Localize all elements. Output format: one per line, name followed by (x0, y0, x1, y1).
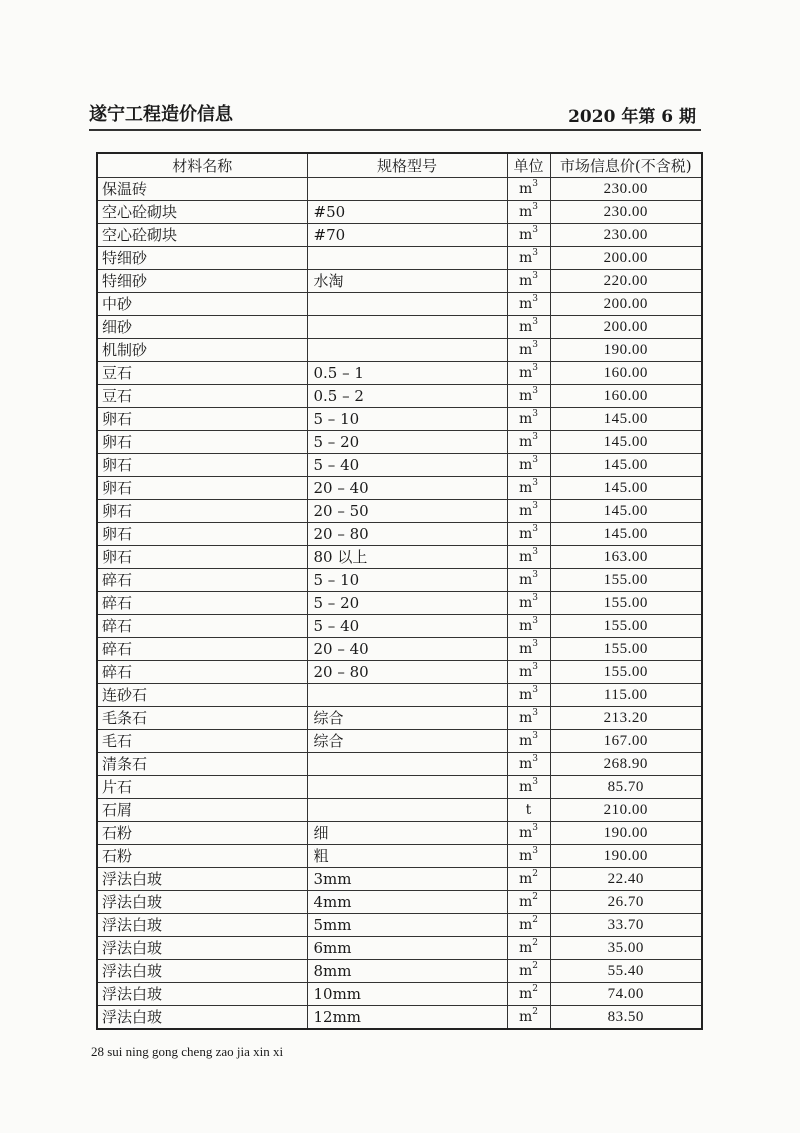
unit-exponent: 3 (532, 731, 538, 741)
unit-exponent: 2 (532, 869, 538, 879)
material-name-cell: 保温砖 (97, 178, 307, 201)
price-cell: 145.00 (550, 408, 702, 431)
price-cell: 230.00 (550, 178, 702, 201)
material-name-cell: 浮法白玻 (97, 891, 307, 914)
unit-cell (507, 247, 550, 270)
unit-cell (507, 293, 550, 316)
unit-base: m (518, 687, 533, 703)
unit-cell (507, 684, 550, 707)
unit-base: m (518, 181, 533, 197)
material-name-cell: 浮法白玻 (97, 983, 307, 1006)
unit-cell (507, 937, 550, 960)
unit-exponent: 3 (532, 501, 538, 511)
unit-exponent: 3 (532, 616, 538, 626)
specification-cell (307, 316, 507, 339)
unit-exponent: 3 (532, 455, 538, 465)
unit-cell (507, 615, 550, 638)
unit-cell (507, 178, 550, 201)
unit-cell (507, 500, 550, 523)
unit-base: m (518, 342, 533, 358)
unit-base: m (518, 457, 533, 473)
publication-title: 遂宁工程造价信息 (89, 104, 233, 125)
table-row (97, 776, 702, 799)
unit-cell (507, 270, 550, 293)
unit-base: m (518, 1009, 533, 1025)
material-name-cell: 清条石 (97, 753, 307, 776)
specification-cell: 5 – 40 (307, 454, 507, 477)
table-row (97, 569, 702, 592)
unit-base: m (518, 434, 533, 450)
specification-cell: 20 – 80 (307, 523, 507, 546)
specification-cell (307, 293, 507, 316)
price-table (96, 152, 703, 1030)
table-row (97, 799, 702, 822)
table-row (97, 684, 702, 707)
specification-cell: 5 – 40 (307, 615, 507, 638)
unit-base: m (518, 618, 533, 634)
material-name-cell: 碎石 (97, 661, 307, 684)
unit-cell (507, 914, 550, 937)
unit-base: m (518, 319, 533, 335)
table-row (97, 592, 702, 615)
price-cell: 155.00 (550, 569, 702, 592)
unit-cell (507, 546, 550, 569)
unit-cell (507, 1006, 550, 1030)
unit-base: m (518, 733, 533, 749)
specification-cell (307, 776, 507, 799)
unit-exponent: 3 (532, 409, 538, 419)
price-cell: 145.00 (550, 431, 702, 454)
table-row (97, 1006, 702, 1030)
specification-cell: 水淘 (307, 270, 507, 293)
unit-base: m (518, 480, 533, 496)
unit-base: m (518, 940, 533, 956)
table-row (97, 270, 702, 293)
unit-exponent: 2 (532, 1007, 538, 1017)
material-name-cell: 碎石 (97, 592, 307, 615)
unit-base: m (518, 917, 533, 933)
material-name-cell: 浮法白玻 (97, 960, 307, 983)
material-name-cell: 卵石 (97, 523, 307, 546)
material-name-cell: 浮法白玻 (97, 937, 307, 960)
price-cell: 155.00 (550, 592, 702, 615)
unit-exponent: 3 (532, 754, 538, 764)
table-row (97, 523, 702, 546)
specification-cell: 粗 (307, 845, 507, 868)
unit-exponent: 3 (532, 248, 538, 258)
material-name-cell: 卵石 (97, 454, 307, 477)
price-cell: 163.00 (550, 546, 702, 569)
unit-cell (507, 730, 550, 753)
price-cell: 230.00 (550, 224, 702, 247)
material-name-cell: 浮法白玻 (97, 1006, 307, 1030)
specification-cell: 5 – 10 (307, 408, 507, 431)
unit-cell (507, 799, 550, 822)
table-row (97, 362, 702, 385)
unit-cell (507, 845, 550, 868)
price-cell: 85.70 (550, 776, 702, 799)
specification-cell: 20 – 40 (307, 638, 507, 661)
unit-cell (507, 822, 550, 845)
unit-cell (507, 960, 550, 983)
unit-base: m (518, 825, 533, 841)
specification-cell: 综合 (307, 707, 507, 730)
material-name-cell: 中砂 (97, 293, 307, 316)
unit-base: m (518, 526, 533, 542)
price-cell: 268.90 (550, 753, 702, 776)
table-row (97, 500, 702, 523)
material-name-cell: 卵石 (97, 477, 307, 500)
unit-exponent: 2 (532, 984, 538, 994)
specification-cell: 20 – 80 (307, 661, 507, 684)
page-footer: 28 sui ning gong cheng zao jia xin xi (91, 1044, 284, 1059)
table-row (97, 638, 702, 661)
unit-exponent: 3 (532, 777, 538, 787)
price-cell: 145.00 (550, 454, 702, 477)
specification-cell: 5 – 20 (307, 431, 507, 454)
unit-exponent: 3 (532, 202, 538, 212)
table-row (97, 247, 702, 270)
price-cell: 167.00 (550, 730, 702, 753)
unit-base: m (518, 664, 533, 680)
unit-cell (507, 316, 550, 339)
unit-exponent: 3 (532, 179, 538, 189)
unit-cell (507, 753, 550, 776)
unit-base: m (518, 595, 533, 611)
price-cell: 200.00 (550, 247, 702, 270)
table-row (97, 408, 702, 431)
table-row (97, 546, 702, 569)
specification-cell: 10mm (307, 983, 507, 1006)
table-row (97, 178, 702, 201)
unit-base: m (518, 549, 533, 565)
unit-exponent: 3 (532, 593, 538, 603)
unit-cell (507, 638, 550, 661)
material-name-cell: 石粉 (97, 822, 307, 845)
unit-base: m (518, 779, 533, 795)
price-cell: 190.00 (550, 339, 702, 362)
table-row (97, 224, 702, 247)
price-cell: 145.00 (550, 500, 702, 523)
unit-cell (507, 661, 550, 684)
table-row (97, 983, 702, 1006)
unit-base: t (525, 802, 532, 818)
table-row (97, 431, 702, 454)
specification-cell: 8mm (307, 960, 507, 983)
material-name-cell: 空心砼砌块 (97, 224, 307, 247)
table-row (97, 845, 702, 868)
price-cell: 35.00 (550, 937, 702, 960)
price-cell: 155.00 (550, 615, 702, 638)
unit-cell (507, 224, 550, 247)
specification-cell: 80 以上 (307, 546, 507, 569)
price-cell: 145.00 (550, 523, 702, 546)
material-name-cell: 浮法白玻 (97, 914, 307, 937)
unit-exponent: 3 (532, 823, 538, 833)
material-name-cell: 空心砼砌块 (97, 201, 307, 224)
table-row (97, 385, 702, 408)
price-cell: 210.00 (550, 799, 702, 822)
material-name-cell: 碎石 (97, 615, 307, 638)
material-name-cell: 片石 (97, 776, 307, 799)
specification-cell: 综合 (307, 730, 507, 753)
table-row (97, 960, 702, 983)
unit-cell (507, 339, 550, 362)
unit-exponent: 3 (532, 708, 538, 718)
unit-exponent: 3 (532, 639, 538, 649)
unit-cell (507, 868, 550, 891)
table-row (97, 937, 702, 960)
specification-cell: 0.5 – 1 (307, 362, 507, 385)
specification-cell (307, 684, 507, 707)
unit-exponent: 2 (532, 915, 538, 925)
material-name-cell: 特细砂 (97, 270, 307, 293)
unit-base: m (518, 848, 533, 864)
specification-cell: 5mm (307, 914, 507, 937)
material-name-cell: 碎石 (97, 638, 307, 661)
unit-cell (507, 477, 550, 500)
table-row (97, 293, 702, 316)
unit-exponent: 3 (532, 386, 538, 396)
price-cell: 155.00 (550, 661, 702, 684)
price-cell: 26.70 (550, 891, 702, 914)
unit-exponent: 3 (532, 363, 538, 373)
price-cell: 145.00 (550, 477, 702, 500)
specification-cell: 3mm (307, 868, 507, 891)
unit-base: m (518, 250, 533, 266)
unit-exponent: 2 (532, 961, 538, 971)
table-row (97, 454, 702, 477)
material-name-cell: 浮法白玻 (97, 868, 307, 891)
material-name-cell: 碎石 (97, 569, 307, 592)
material-name-cell: 连砂石 (97, 684, 307, 707)
material-name-cell: 石粉 (97, 845, 307, 868)
material-name-cell: 毛石 (97, 730, 307, 753)
price-cell: 190.00 (550, 822, 702, 845)
unit-base: m (518, 871, 533, 887)
column-header-unit: 单位 (507, 153, 550, 178)
issue-number: 2020 年第 6 期 (568, 107, 696, 127)
table-row (97, 661, 702, 684)
unit-exponent: 3 (532, 478, 538, 488)
unit-base: m (518, 986, 533, 1002)
unit-cell (507, 408, 550, 431)
price-cell: 213.20 (550, 707, 702, 730)
material-name-cell: 毛条石 (97, 707, 307, 730)
specification-cell: #50 (307, 201, 507, 224)
column-header-material-name: 材料名称 (97, 153, 307, 178)
specification-cell: 20 – 40 (307, 477, 507, 500)
unit-exponent: 3 (532, 547, 538, 557)
unit-base: m (518, 273, 533, 289)
material-name-cell: 细砂 (97, 316, 307, 339)
unit-exponent: 3 (532, 570, 538, 580)
material-name-cell: 卵石 (97, 431, 307, 454)
header-divider (89, 129, 701, 131)
unit-base: m (518, 641, 533, 657)
column-header-price: 市场信息价(不含税) (550, 153, 702, 178)
price-cell: 230.00 (550, 201, 702, 224)
material-name-cell: 卵石 (97, 500, 307, 523)
specification-cell (307, 753, 507, 776)
unit-cell (507, 385, 550, 408)
table-row (97, 822, 702, 845)
price-cell: 83.50 (550, 1006, 702, 1030)
unit-cell (507, 569, 550, 592)
unit-exponent: 3 (532, 271, 538, 281)
price-cell: 115.00 (550, 684, 702, 707)
table-row (97, 707, 702, 730)
table-row (97, 730, 702, 753)
unit-cell (507, 362, 550, 385)
price-cell: 200.00 (550, 293, 702, 316)
specification-cell (307, 799, 507, 822)
table-header-row (97, 153, 702, 178)
table-row (97, 615, 702, 638)
unit-exponent: 3 (532, 317, 538, 327)
unit-base: m (518, 388, 533, 404)
column-header-specification: 规格型号 (307, 153, 507, 178)
unit-exponent: 3 (532, 685, 538, 695)
material-name-cell: 卵石 (97, 408, 307, 431)
material-name-cell: 豆石 (97, 385, 307, 408)
table-row (97, 477, 702, 500)
unit-cell (507, 776, 550, 799)
unit-cell (507, 201, 550, 224)
price-cell: 190.00 (550, 845, 702, 868)
table-row (97, 201, 702, 224)
unit-base: m (518, 572, 533, 588)
unit-base: m (518, 503, 533, 519)
unit-base: m (518, 296, 533, 312)
price-cell: 33.70 (550, 914, 702, 937)
table-row (97, 753, 702, 776)
unit-exponent: 3 (532, 846, 538, 856)
price-cell: 220.00 (550, 270, 702, 293)
unit-base: m (518, 227, 533, 243)
unit-base: m (518, 710, 533, 726)
specification-cell: 0.5 – 2 (307, 385, 507, 408)
unit-cell (507, 891, 550, 914)
unit-exponent: 3 (532, 432, 538, 442)
price-cell: 160.00 (550, 362, 702, 385)
specification-cell: 细 (307, 822, 507, 845)
unit-exponent: 3 (532, 524, 538, 534)
unit-exponent: 3 (532, 340, 538, 350)
unit-exponent: 3 (532, 662, 538, 672)
unit-exponent: 3 (532, 294, 538, 304)
specification-cell (307, 178, 507, 201)
table-row (97, 914, 702, 937)
specification-cell: 5 – 20 (307, 592, 507, 615)
specification-cell (307, 247, 507, 270)
unit-base: m (518, 411, 533, 427)
specification-cell: 4mm (307, 891, 507, 914)
table-row (97, 891, 702, 914)
unit-exponent: 2 (532, 938, 538, 948)
unit-exponent: 2 (532, 892, 538, 902)
specification-cell: 12mm (307, 1006, 507, 1030)
table-row (97, 339, 702, 362)
unit-exponent: 3 (532, 225, 538, 235)
unit-base: m (518, 963, 533, 979)
unit-base: m (518, 204, 533, 220)
specification-cell: 6mm (307, 937, 507, 960)
unit-cell (507, 523, 550, 546)
material-name-cell: 豆石 (97, 362, 307, 385)
price-cell: 160.00 (550, 385, 702, 408)
unit-cell (507, 983, 550, 1006)
material-name-cell: 机制砂 (97, 339, 307, 362)
price-cell: 74.00 (550, 983, 702, 1006)
unit-cell (507, 454, 550, 477)
specification-cell: #70 (307, 224, 507, 247)
material-name-cell: 特细砂 (97, 247, 307, 270)
unit-cell (507, 592, 550, 615)
unit-base: m (518, 894, 533, 910)
table-row (97, 868, 702, 891)
specification-cell: 5 – 10 (307, 569, 507, 592)
price-cell: 155.00 (550, 638, 702, 661)
unit-base: m (518, 756, 533, 772)
unit-cell (507, 707, 550, 730)
price-cell: 22.40 (550, 868, 702, 891)
table-row (97, 316, 702, 339)
unit-base: m (518, 365, 533, 381)
material-name-cell: 石屑 (97, 799, 307, 822)
price-cell: 55.40 (550, 960, 702, 983)
price-cell: 200.00 (550, 316, 702, 339)
specification-cell (307, 339, 507, 362)
specification-cell: 20 – 50 (307, 500, 507, 523)
unit-cell (507, 431, 550, 454)
material-name-cell: 卵石 (97, 546, 307, 569)
